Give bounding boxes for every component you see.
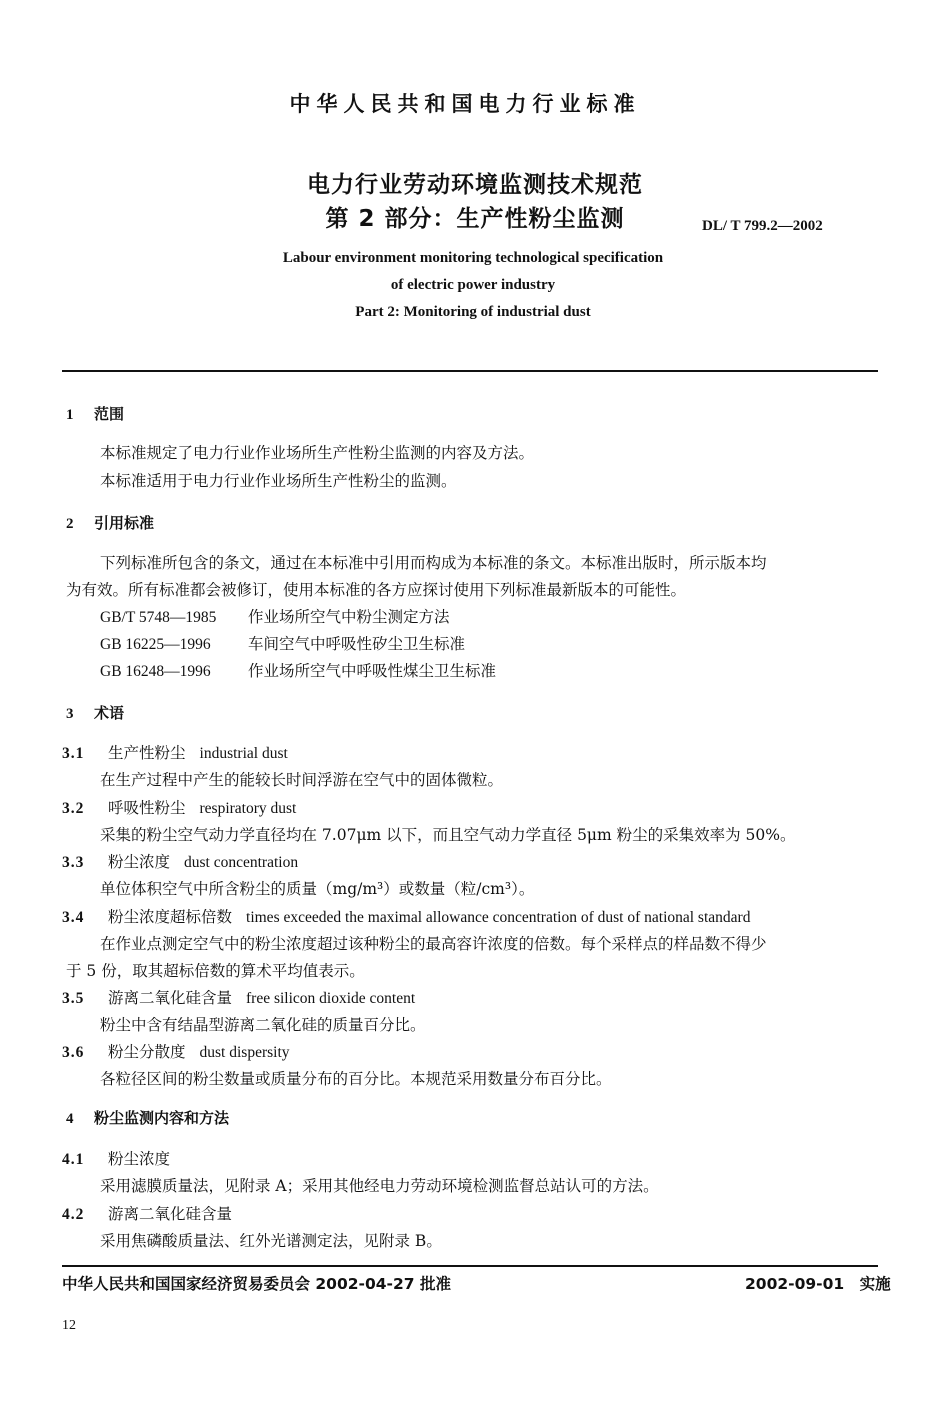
reference-code: GB 16225—1996 [100, 636, 211, 653]
implementation-date: 2002-09-01 实施 [745, 1275, 891, 1293]
term-english: respiratory dust [199, 800, 297, 817]
reference-title: 作业场所空气中呼吸性煤尘卫生标准 [248, 662, 497, 680]
term-number: 3.1 [62, 745, 85, 762]
section-title: 引用标准 [94, 514, 155, 532]
term-number: 3.3 [62, 854, 85, 871]
header-divider [62, 370, 878, 372]
term-chinese: 呼吸性粉尘 [108, 799, 186, 817]
item-definition: 采用滤膜质量法，见附录 A；采用其他经电力劳动环境检测监督总站认可的方法。 [100, 1177, 659, 1195]
term-number: 3.5 [62, 990, 85, 1007]
term-chinese: 粉尘浓度超标倍数 [108, 908, 233, 926]
document-code: DL/ T 799.2—2002 [702, 218, 823, 234]
term-3-1 [62, 741, 288, 763]
section-number: 1 [66, 407, 74, 423]
term-3-2 [62, 796, 296, 818]
term-chinese: 粉尘浓度 [108, 853, 171, 871]
reference-item [100, 659, 496, 681]
section-2-paragraph-line-1: 下列标准所包含的条文，通过在本标准中引用而构成为本标准的条文。本标准出版时，所示版本均 [100, 554, 767, 572]
term-3-3 [62, 850, 298, 872]
section-title: 范围 [94, 405, 125, 423]
section-title: 粉尘监测内容和方法 [94, 1109, 230, 1127]
section-1-paragraph-2: 本标准适用于电力行业作业场所生产性粉尘的监测。 [100, 472, 457, 490]
item-title: 粉尘浓度 [108, 1150, 171, 1168]
document-title: 电力行业劳动环境监测技术规范 [307, 172, 643, 198]
section-1-heading [66, 403, 124, 424]
section-4-heading [66, 1107, 229, 1128]
document-subtitle: 第 2 部分：生产性粉尘监测 [325, 206, 625, 232]
term-3-5 [62, 986, 415, 1008]
term-definition: 在生产过程中产生的能较长时间浮游在空气中的固体微粒。 [100, 771, 504, 789]
term-number: 3.4 [62, 909, 85, 926]
term-number: 3.6 [62, 1044, 85, 1061]
term-definition: 在作业点测定空气中的粉尘浓度超过该种粉尘的最高容许浓度的倍数。每个采样点的样品数不得少 [100, 935, 767, 953]
item-4-1 [62, 1147, 170, 1169]
term-definition: 各粒径区间的粉尘数量或质量分布的百分比。本规范采用数量分布百分比。 [100, 1070, 612, 1088]
reference-code: GB/T 5748—1985 [100, 609, 217, 626]
item-4-2 [62, 1202, 232, 1224]
reference-title: 车间空气中呼吸性矽尘卫生标准 [248, 635, 466, 653]
term-english: dust dispersity [199, 1044, 290, 1061]
english-title-line-1: Labour environment monitoring technological specification [282, 250, 664, 266]
section-2-heading [66, 512, 154, 533]
approval-note: 中华人民共和国国家经济贸易委员会 2002-04-27 批准 [62, 1275, 451, 1293]
item-definition: 采用焦磷酸质量法、红外光谱测定法，见附录 B。 [100, 1232, 442, 1250]
term-definition-continued: 于 5 份，取其超标倍数的算术平均值表示。 [66, 962, 365, 980]
standard-org-header: 中华人民共和国电力行业标准 [289, 92, 641, 116]
item-number: 4.2 [62, 1206, 85, 1223]
term-chinese: 粉尘分散度 [108, 1043, 186, 1061]
section-2-paragraph-line-2: 为有效。所有标准都会被修订，使用本标准的各方应探讨使用下列标准最新版本的可能性。 [66, 581, 687, 599]
english-title-line-2: of electric power industry [390, 277, 556, 293]
reference-item [100, 632, 465, 654]
term-english: times exceeded the maximal allowance concentration of dust of national standard [246, 909, 751, 926]
term-english: free silicon dioxide content [246, 990, 416, 1007]
term-english: dust concentration [184, 854, 299, 871]
page-number: 12 [62, 1318, 76, 1333]
section-3-heading [66, 702, 124, 723]
term-definition: 粉尘中含有结晶型游离二氧化硅的质量百分比。 [100, 1016, 426, 1034]
term-3-4 [62, 905, 750, 927]
reference-title: 作业场所空气中粉尘测定方法 [248, 608, 450, 626]
term-chinese: 生产性粉尘 [108, 744, 186, 762]
section-number: 4 [66, 1111, 74, 1127]
term-chinese: 游离二氧化硅含量 [108, 989, 233, 1007]
footer-divider [62, 1265, 878, 1267]
section-number: 2 [66, 516, 74, 532]
term-3-6 [62, 1040, 290, 1062]
item-number: 4.1 [62, 1151, 85, 1168]
section-number: 3 [66, 706, 74, 722]
term-english: industrial dust [199, 745, 288, 762]
section-1-paragraph-1: 本标准规定了电力行业作业场所生产性粉尘监测的内容及方法。 [100, 444, 535, 462]
term-number: 3.2 [62, 800, 85, 817]
reference-item [100, 605, 450, 627]
section-title: 术语 [94, 704, 125, 722]
term-definition: 采集的粉尘空气动力学直径均在 7.07μm 以下，而且空气动力学直径 5μm 粉尘的采集效率为 50%。 [100, 826, 796, 844]
term-definition: 单位体积空气中所含粉尘的质量（mg/m³）或数量（粒/cm³）。 [100, 880, 535, 898]
reference-code: GB 16248—1996 [100, 663, 211, 680]
item-title: 游离二氧化硅含量 [108, 1205, 233, 1223]
english-title-line-3: Part 2: Monitoring of industrial dust [355, 304, 591, 320]
